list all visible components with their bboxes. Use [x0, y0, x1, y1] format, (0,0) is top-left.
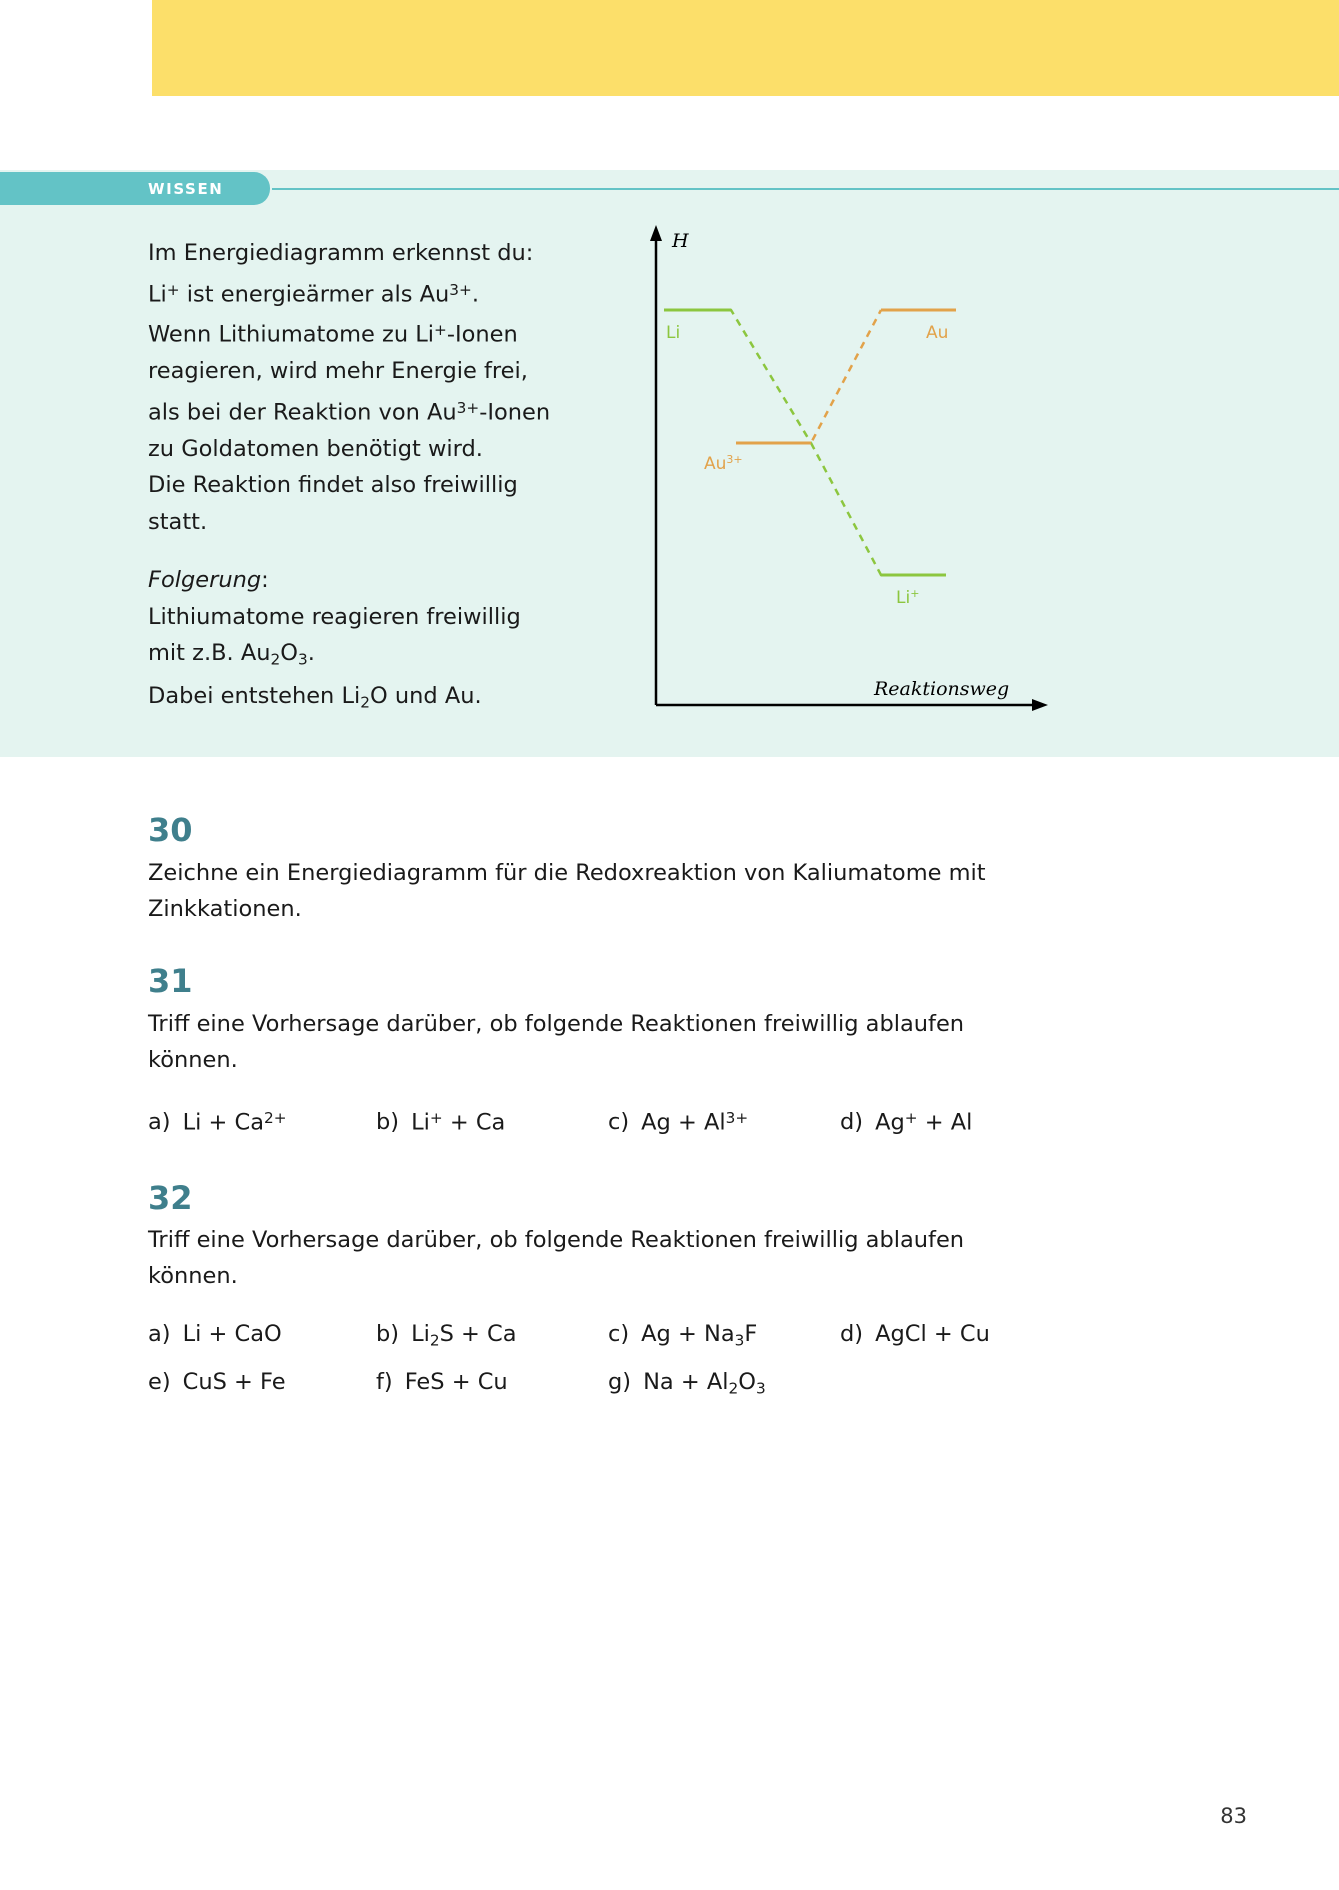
item-formula-pre: Li — [411, 1321, 430, 1348]
exercise-number: 30 — [148, 811, 193, 849]
wissen-line-2-pre: Li — [148, 280, 167, 307]
item-label: b) — [376, 1321, 400, 1348]
exercise-items — [148, 1096, 1218, 1144]
item-sup: 2+ — [264, 1108, 287, 1127]
diagram-axis-label-x: Reaktionsweg — [874, 678, 1010, 700]
item-formula: Ag + Al — [641, 1109, 726, 1136]
energy-diagram — [636, 225, 1056, 725]
item-formula: FeS + Cu — [404, 1369, 508, 1396]
item-formula: CuS + Fe — [182, 1369, 286, 1396]
wissen-line-10-pre: mit z.B. Au — [148, 640, 271, 667]
wissen-line-4: reagieren, wird mehr Energie frei, — [148, 358, 528, 385]
exercise-item-f — [376, 1360, 508, 1404]
page-number: 83 — [1220, 1804, 1247, 1828]
exercise-text: Zeichne ein Energiediagramm für die Redoxreaktion von Kaliumatome mit Zinkkationen. — [148, 859, 986, 922]
wissen-line-10-sub2: 3 — [297, 650, 308, 669]
exercise-item-e — [148, 1360, 286, 1404]
exercise-item-b — [376, 1312, 517, 1362]
wissen-line-11-sub: 2 — [360, 693, 370, 712]
exercise-items — [148, 1312, 1218, 1408]
item-sup: + — [904, 1108, 918, 1127]
wissen-line-11-pre: Dabei entstehen Li — [148, 683, 361, 710]
item-formula-post: + Al — [917, 1109, 973, 1136]
wissen-line-2-end: . — [471, 280, 479, 307]
wissen-line-5-pre: als bei der Reaktion von Au — [148, 399, 457, 426]
wissen-line-11 — [148, 678, 578, 721]
top-decorative-band — [152, 0, 1339, 96]
wissen-text — [148, 235, 578, 721]
wissen-tab — [0, 172, 270, 205]
exercise-31 — [148, 963, 1218, 1144]
exercise-number: 31 — [148, 961, 193, 1000]
exercise-number: 32 — [148, 1178, 193, 1217]
exercise-item-a — [148, 1312, 282, 1356]
item-formula-post: + Ca — [442, 1109, 506, 1136]
wissen-line-11-end: O und Au. — [370, 683, 482, 710]
wissen-tab-label: WISSEN — [148, 180, 224, 198]
item-sub: 3 — [734, 1331, 745, 1350]
item-sup: + — [429, 1108, 443, 1127]
wissen-line-3-sup: + — [434, 321, 447, 340]
item-sub: 2 — [728, 1379, 739, 1398]
exercise-item-c — [608, 1312, 757, 1362]
diagram-label-liplus: Li+ — [896, 587, 920, 608]
item-formula-pre: Ag + Na — [641, 1321, 735, 1348]
item-formula-pre: Li — [411, 1109, 430, 1136]
diagram-axis-label-y: H — [672, 230, 689, 252]
wissen-line-7: Die Reaktion findet also freiwillig — [148, 472, 518, 499]
exercise-item-d — [840, 1096, 972, 1144]
exercise-item-b — [376, 1096, 505, 1144]
diagram-label-au3plus: $Au^{3+}$ — [704, 453, 743, 474]
diagram-label-au: Au — [926, 323, 949, 343]
wissen-spacer — [148, 540, 578, 562]
wissen-folgerung-label: Folgerung — [148, 567, 262, 594]
wissen-line-3-pre: Wenn Lithiumatome zu Li — [148, 321, 435, 348]
wissen-line-10 — [148, 635, 578, 678]
wissen-folgerung-colon: : — [261, 567, 269, 594]
wissen-line-3 — [148, 312, 578, 353]
item-sup: 3+ — [725, 1108, 749, 1127]
item-formula-pre: Ag — [875, 1109, 905, 1136]
item-formula-pre: Na + Al — [643, 1369, 729, 1396]
item-sub: 2 — [429, 1331, 440, 1350]
item-label: d) — [840, 1109, 864, 1136]
item-formula: Li + Ca — [182, 1109, 265, 1136]
item-sub2: 3 — [755, 1379, 766, 1398]
item-label: c) — [608, 1321, 630, 1348]
wissen-folgerung — [148, 562, 578, 599]
wissen-line-10-mid: O — [280, 640, 298, 667]
item-formula: Li + CaO — [182, 1321, 282, 1348]
item-label: a) — [148, 1109, 171, 1136]
exercise-item-g — [608, 1360, 766, 1410]
item-formula: AgCl + Cu — [875, 1321, 990, 1348]
wissen-line-2-sup: + — [166, 280, 180, 299]
item-formula-post: S + Ca — [439, 1321, 517, 1348]
wissen-line-2 — [148, 272, 578, 313]
wissen-line-2-mid: ist energieärmer als Au — [179, 280, 450, 307]
wissen-divider — [272, 188, 1339, 190]
item-label: f) — [376, 1369, 393, 1396]
exercise-items-row — [148, 1096, 1218, 1144]
diagram-label-li: Li — [666, 323, 681, 343]
exercise-list — [148, 812, 1218, 1444]
item-label: e) — [148, 1369, 171, 1396]
wissen-line-2-sup2: 3+ — [449, 280, 472, 299]
wissen-line-5 — [148, 390, 578, 431]
wissen-line-10-end: . — [307, 640, 315, 667]
wissen-line-5-sup: 3+ — [456, 398, 480, 417]
exercise-items-row — [148, 1312, 1218, 1360]
wissen-line-10-sub1: 2 — [270, 650, 281, 669]
exercise-item-c — [608, 1096, 748, 1144]
wissen-line-6: zu Goldatomen benötigt wird. — [148, 435, 483, 462]
exercise-30 — [148, 812, 1218, 927]
wissen-line-1: Im Energiediagramm erkennst du: — [148, 240, 534, 266]
item-formula-post: F — [744, 1321, 758, 1348]
wissen-line-9: Lithiumatome reagieren freiwillig — [148, 603, 521, 630]
wissen-line-3-end: -Ionen — [446, 321, 518, 348]
exercise-items-row — [148, 1360, 1218, 1408]
wissen-line-5-end: -Ionen — [479, 399, 551, 426]
exercise-item-d — [840, 1312, 990, 1356]
wissen-line-8: statt. — [148, 508, 208, 535]
exercise-text: Triff eine Vorhersage darüber, ob folgende Reaktionen freiwillig ablaufen können. — [148, 1227, 965, 1290]
exercise-32 — [148, 1180, 1218, 1409]
exercise-item-a — [148, 1096, 287, 1144]
exercise-text: Triff eine Vorhersage darüber, ob folgende Reaktionen freiwillig ablaufen können. — [148, 1010, 965, 1073]
item-formula-post: O — [738, 1369, 756, 1396]
item-label: a) — [148, 1321, 171, 1348]
item-label: g) — [608, 1369, 632, 1396]
item-label: d) — [840, 1321, 864, 1348]
item-label: b) — [376, 1109, 400, 1136]
item-label: c) — [608, 1109, 630, 1136]
